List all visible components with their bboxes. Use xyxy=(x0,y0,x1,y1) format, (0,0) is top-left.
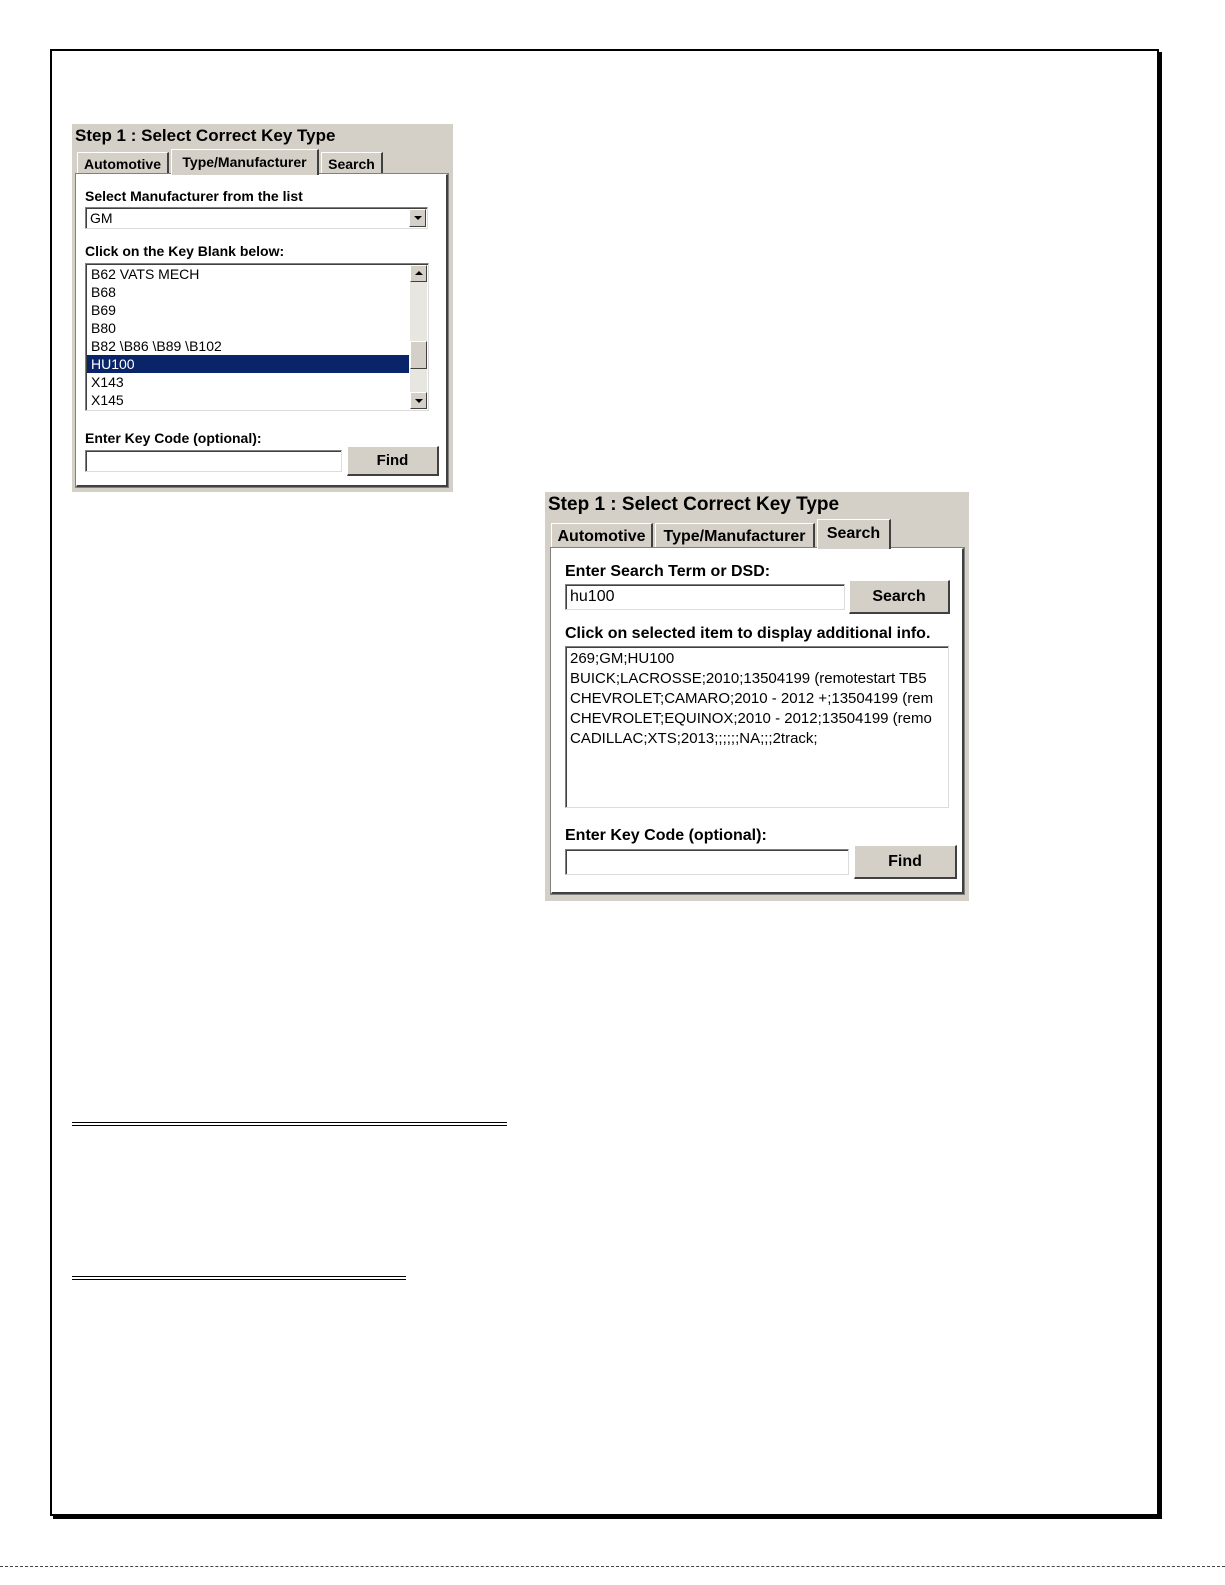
tab-type-manufacturer[interactable]: Type/Manufacturer xyxy=(655,523,815,549)
tab-search[interactable]: Search xyxy=(321,152,383,174)
list-item[interactable]: CHEVROLET;EQUINOX;2010 - 2012;13504199 (remo xyxy=(570,710,932,727)
results-rows xyxy=(567,649,948,749)
search-button[interactable]: Search xyxy=(849,580,950,614)
scroll-thumb[interactable] xyxy=(410,341,427,369)
chevron-down-icon xyxy=(415,399,423,403)
tab-search[interactable]: Search xyxy=(817,519,891,549)
keyblank-list[interactable] xyxy=(85,263,429,411)
panel-title: Step 1 : Select Correct Key Type xyxy=(548,494,840,515)
list-item[interactable]: B82 \B86 \B89 \B102 xyxy=(91,338,222,354)
results-list[interactable] xyxy=(565,646,949,808)
list-scrollbar[interactable] xyxy=(410,265,427,409)
keycode-label: Enter Key Code (optional): xyxy=(85,430,262,446)
keyblank-label: Click on the Key Blank below: xyxy=(85,243,285,259)
page-bottom-rule xyxy=(0,1566,1225,1567)
tab-body xyxy=(551,548,964,894)
results-label: Click on selected item to display additional info. xyxy=(565,625,931,642)
list-item-selected[interactable]: HU100 xyxy=(87,355,409,373)
keycode-label: Enter Key Code (optional): xyxy=(565,827,767,844)
tab-type-manufacturer[interactable]: Type/Manufacturer xyxy=(171,149,319,175)
list-item[interactable]: BUICK;LACROSSE;2010;13504199 (remotestart TB5 xyxy=(570,670,927,687)
manufacturer-label: Select Manufacturer from the list xyxy=(85,188,303,204)
keycode-input[interactable] xyxy=(565,849,849,875)
list-item[interactable]: 269;GM;HU100 xyxy=(570,650,675,667)
key-type-panel-search xyxy=(545,492,969,901)
list-item[interactable]: B69 xyxy=(91,302,116,318)
list-item[interactable]: X145 xyxy=(91,392,124,408)
chevron-up-icon xyxy=(415,271,423,275)
find-button[interactable]: Find xyxy=(854,845,957,879)
search-term-label: Enter Search Term or DSD: xyxy=(565,563,771,580)
scroll-down-button[interactable] xyxy=(410,392,427,409)
scroll-up-button[interactable] xyxy=(410,265,427,282)
dropdown-arrow-button[interactable] xyxy=(409,209,426,227)
find-button[interactable]: Find xyxy=(347,446,439,476)
keyblank-rows xyxy=(87,265,409,409)
list-item[interactable]: CHEVROLET;CAMARO;2010 - 2012 +;13504199 (rem xyxy=(570,690,934,707)
manufacturer-select-value: GM xyxy=(90,210,113,226)
tab-body xyxy=(76,174,448,487)
tab-automotive[interactable]: Automotive xyxy=(551,523,653,549)
list-item[interactable]: B62 VATS MECH xyxy=(91,266,200,282)
list-item[interactable]: B68 xyxy=(91,284,116,300)
search-input[interactable]: hu100 xyxy=(565,584,845,610)
list-item[interactable]: B80 xyxy=(91,320,116,336)
panel-title: Step 1 : Select Correct Key Type xyxy=(75,126,336,145)
list-item[interactable]: X143 xyxy=(91,374,124,390)
manufacturer-select[interactable] xyxy=(85,207,428,229)
tab-automotive[interactable]: Automotive xyxy=(77,152,169,174)
list-item[interactable]: CADILLAC;XTS;2013;;;;;;NA;;;2track; xyxy=(570,730,818,747)
double-underline-rule xyxy=(72,1122,507,1126)
double-underline-rule xyxy=(72,1276,406,1280)
keycode-input[interactable] xyxy=(85,450,342,472)
chevron-down-icon xyxy=(414,216,422,220)
key-type-panel-manufacturer xyxy=(72,124,453,492)
